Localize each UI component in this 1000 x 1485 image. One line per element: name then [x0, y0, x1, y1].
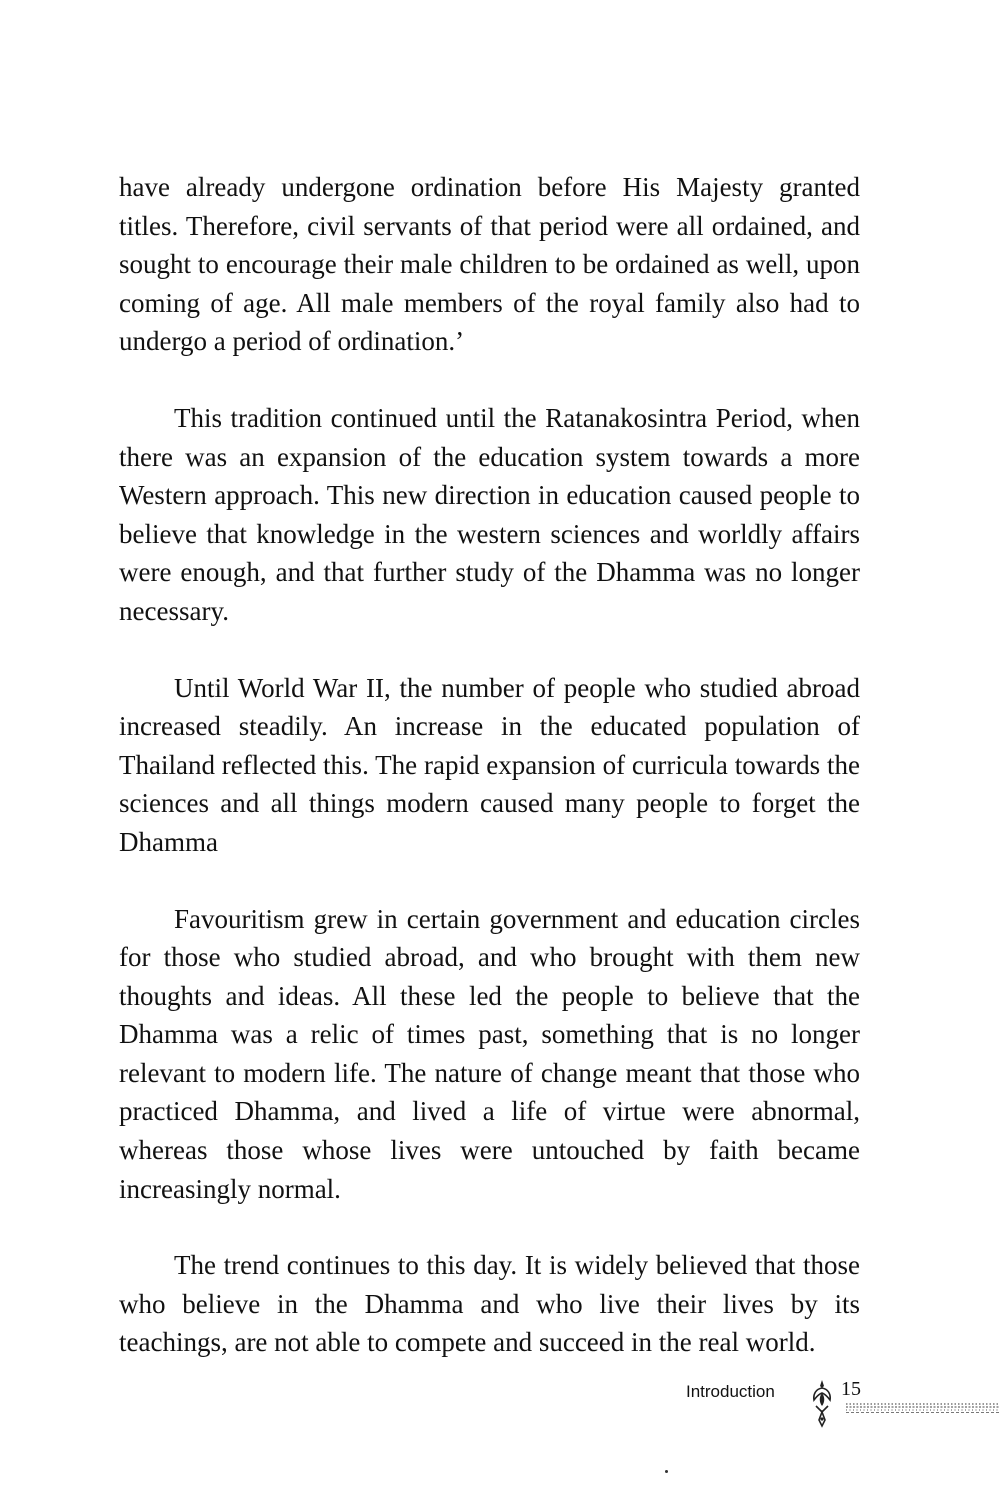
footer-decorative-rule: [846, 1402, 1000, 1414]
body-text: [119, 168, 860, 1362]
paragraph-trend: The trend continues to this day. It is widely believed that those who believe in the Dhamma and who live their lives by its teachings, are not able to compete and succeed in the real world.: [119, 1250, 860, 1358]
paragraph-continuation: have already undergone ordination before His Majesty granted titles. Therefore, civil servants of that period were all ordained, and sought to encourage their male children to be ordained as well, upon coming of age. All male members of the royal family also had to undergo a period of ordination.’: [119, 172, 860, 357]
footer-section-label: Introduction: [686, 1382, 775, 1401]
paragraph-ratanakosintra: This tradition continued until the Ratanakosintra Period, when there was an expansion of the education system towards a more Western approach. This new direction in education caused people to believe that knowledge in the western sciences and worldly affairs were enough, and that further study of the Dhamma was no longer necessary.: [119, 402, 860, 626]
page-number: 15: [841, 1378, 861, 1400]
paragraph-favouritism: Favouritism grew in certain government and education circles for those who studied abroad, and who brought with them new thoughts and ideas. All these led the people to believe that the Dhamma was a relic of times past, something that is no longer relevant to modern life. The nature of change meant that those who practiced Dhamma, and lived a life of virtue were abnormal, whereas those whose lives were untouched by faith became increasingly normal.: [119, 903, 860, 1204]
paragraph-world-war-ii: Until World War II, the number of people who studied abroad increased steadily. An increase in the educated population of Thailand reflected this. The rapid expansion of curricula towards the sciences and all things modern caused many people to forget the Dhamma: [119, 672, 860, 857]
page-footer: [686, 1376, 1000, 1446]
lotus-ornament-icon: [810, 1376, 834, 1430]
scan-speck: [665, 1470, 668, 1473]
